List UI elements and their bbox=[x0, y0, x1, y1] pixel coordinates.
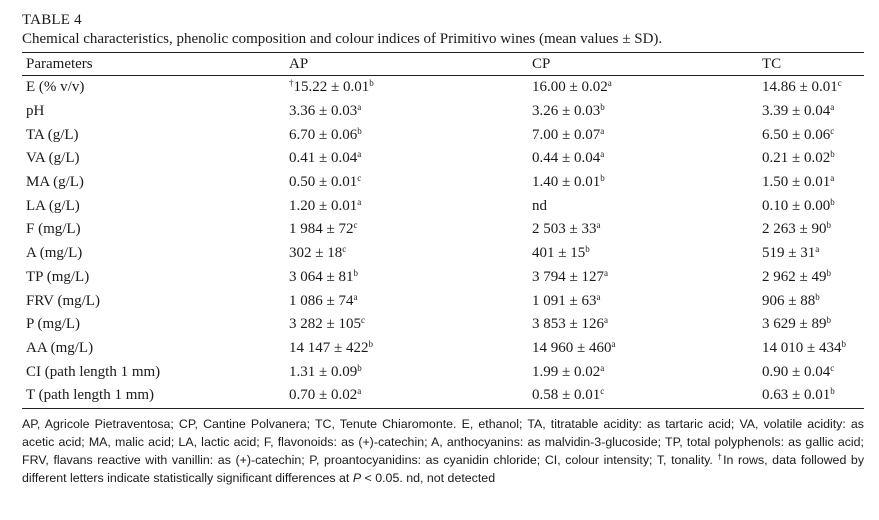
cell-ap bbox=[285, 76, 528, 100]
significance-letter: c bbox=[360, 315, 365, 326]
cell-tc bbox=[758, 76, 864, 100]
cell-value: 401 ± 15 bbox=[532, 245, 586, 262]
significance-letter: b bbox=[826, 220, 831, 231]
header-cp: CP bbox=[528, 53, 758, 76]
cell-tc bbox=[758, 337, 864, 361]
table-row bbox=[22, 266, 864, 290]
table-row bbox=[22, 76, 864, 100]
table-row bbox=[22, 218, 864, 242]
cell-parameter: F (mg/L) bbox=[26, 221, 81, 238]
cell-value: 1.40 ± 0.01 bbox=[532, 174, 601, 191]
cell-value: 3 794 ± 127 bbox=[532, 268, 604, 285]
table-row bbox=[22, 123, 864, 147]
cell-tc bbox=[758, 266, 864, 290]
cell-value: 14 960 ± 460 bbox=[532, 339, 612, 356]
significance-letter: b bbox=[369, 78, 374, 89]
cell-value: 16.00 ± 0.02 bbox=[532, 79, 608, 96]
cell-value: 1.31 ± 0.09 bbox=[289, 363, 358, 380]
cell-cp bbox=[528, 147, 758, 171]
cell-value: 0.63 ± 0.01 bbox=[762, 387, 831, 404]
cell-cp bbox=[528, 384, 758, 408]
significance-letter: a bbox=[600, 362, 605, 373]
significance-letter: b bbox=[826, 267, 831, 278]
cell-parameter: A (mg/L) bbox=[26, 245, 83, 262]
cell-ap bbox=[285, 123, 528, 147]
cell-tc bbox=[758, 171, 864, 195]
cell-value: 1 091 ± 63 bbox=[532, 292, 597, 309]
cell-tc bbox=[758, 147, 864, 171]
significance-letter: b bbox=[368, 338, 373, 349]
cell-value: 1.99 ± 0.02 bbox=[532, 363, 601, 380]
footnote-p-value: < 0.05. nd, not detected bbox=[361, 470, 496, 485]
cell-value: 2 503 ± 33 bbox=[532, 221, 597, 238]
cell-value: nd bbox=[532, 197, 547, 214]
table-body bbox=[22, 76, 864, 409]
cell-value: 2 962 ± 49 bbox=[762, 268, 827, 285]
cell-tc bbox=[758, 313, 864, 337]
table-row bbox=[22, 171, 864, 195]
table-footnote bbox=[22, 415, 864, 487]
cell-tc bbox=[758, 123, 864, 147]
cell-ap bbox=[285, 289, 528, 313]
cell-value: 3.36 ± 0.03 bbox=[289, 103, 358, 120]
significance-letter: b bbox=[830, 386, 835, 397]
cell-value: 3 629 ± 89 bbox=[762, 316, 827, 333]
cell-ap bbox=[285, 194, 528, 218]
footnote-dagger: † bbox=[717, 452, 724, 462]
cell-ap bbox=[285, 100, 528, 124]
cell-ap bbox=[285, 218, 528, 242]
footnote-significance: In rows, data followed by different letters indicate statistically significant differences at bbox=[22, 452, 865, 485]
cell-value: 0.21 ± 0.02 bbox=[762, 150, 831, 167]
cell-value: 1.50 ± 0.01 bbox=[762, 174, 831, 191]
cell-parameter: AA (mg/L) bbox=[26, 339, 94, 356]
cell-cp bbox=[528, 337, 758, 361]
significance-letter: b bbox=[357, 125, 362, 136]
cell-tc bbox=[758, 218, 864, 242]
cell-parameter: TP (mg/L) bbox=[26, 268, 90, 285]
significance-letter: a bbox=[603, 267, 608, 278]
cell-value: 0.10 ± 0.00 bbox=[762, 197, 831, 214]
cell-ap bbox=[285, 171, 528, 195]
significance-letter: a bbox=[600, 149, 605, 160]
cell-value: 1.20 ± 0.01 bbox=[289, 197, 358, 214]
cell-ap bbox=[285, 384, 528, 408]
cell-value: 302 ± 18 bbox=[289, 245, 343, 262]
cell-ap bbox=[285, 242, 528, 266]
significance-letter: b bbox=[353, 267, 358, 278]
cell-ap bbox=[285, 266, 528, 290]
cell-cp bbox=[528, 313, 758, 337]
cell-value: 1 086 ± 74 bbox=[289, 292, 354, 309]
cell-value: 15.22 ± 0.01 bbox=[293, 79, 370, 96]
cell-tc bbox=[758, 360, 864, 384]
cell-parameter: P (mg/L) bbox=[26, 316, 81, 333]
cell-parameter: MA (g/L) bbox=[26, 174, 84, 191]
cell-value: 906 ± 88 bbox=[762, 292, 816, 309]
cell-value: 3.39 ± 0.04 bbox=[762, 103, 831, 120]
significance-letter: a bbox=[830, 173, 835, 184]
table-row bbox=[22, 242, 864, 266]
cell-cp bbox=[528, 100, 758, 124]
header-ap: AP bbox=[285, 53, 528, 76]
table-row bbox=[22, 384, 864, 408]
cell-value: 14 147 ± 422 bbox=[289, 339, 369, 356]
significance-letter: b bbox=[357, 362, 362, 373]
significance-letter: b bbox=[815, 291, 820, 302]
significance-letter: b bbox=[585, 244, 590, 255]
cell-parameter: pH bbox=[26, 103, 45, 120]
table-row bbox=[22, 360, 864, 384]
significance-letter: a bbox=[611, 338, 616, 349]
cell-value: 3 282 ± 105 bbox=[289, 316, 361, 333]
cell-tc bbox=[758, 289, 864, 313]
cell-value: 14.86 ± 0.01 bbox=[762, 79, 838, 96]
cell-tc bbox=[758, 194, 864, 218]
cell-value: 3 064 ± 81 bbox=[289, 268, 354, 285]
cell-value: 0.90 ± 0.04 bbox=[762, 363, 831, 380]
cell-cp bbox=[528, 76, 758, 100]
table-row bbox=[22, 147, 864, 171]
cell-value: 0.44 ± 0.04 bbox=[532, 150, 601, 167]
cell-cp bbox=[528, 171, 758, 195]
footnote-p-symbol: P bbox=[352, 470, 362, 485]
cell-ap bbox=[285, 337, 528, 361]
significance-letter: a bbox=[607, 78, 612, 89]
significance-letter: a bbox=[357, 386, 362, 397]
cell-cp bbox=[528, 266, 758, 290]
cell-value: 0.41 ± 0.04 bbox=[289, 150, 358, 167]
significance-letter: a bbox=[815, 244, 820, 255]
cell-cp bbox=[528, 242, 758, 266]
significance-letter: a bbox=[353, 291, 358, 302]
significance-letter: a bbox=[357, 149, 362, 160]
significance-letter: a bbox=[596, 220, 601, 231]
cell-value: 0.58 ± 0.01 bbox=[532, 387, 601, 404]
significance-letter: c bbox=[830, 125, 835, 136]
cell-parameter: CI (path length 1 mm) bbox=[26, 363, 161, 380]
dagger-mark: † bbox=[289, 78, 294, 89]
cell-parameter: FRV (mg/L) bbox=[26, 292, 100, 309]
significance-letter: a bbox=[357, 102, 362, 113]
cell-parameter: TA (g/L) bbox=[26, 126, 79, 143]
significance-letter: a bbox=[596, 291, 601, 302]
header-tc: TC bbox=[758, 53, 864, 76]
footnote-abbreviations: AP, Agricole Pietraventosa; CP, Cantine Polvanera; TC, Tenute Chiaromonte. E, ethanol; TA, titratable acidity: as tartaric acid; VA, volatile acidity: as acetic acid; MA, malic acid; LA, lactic acid; F, flavonoids: as (+)-catechin; A, anthocyanins: as malvidin-3-glucoside; TP, total polyphenols: as gallic acid; FRV, flavans reactive with vanillin: as (+)-catechin; P, proantocyanidins: as cyanidin chloride; CI, colour intensity; T, tonality. bbox=[22, 416, 864, 467]
significance-letter: c bbox=[600, 386, 605, 397]
significance-letter: b bbox=[826, 315, 831, 326]
cell-ap bbox=[285, 360, 528, 384]
cell-value: 3.26 ± 0.03 bbox=[532, 103, 601, 120]
cell-ap bbox=[285, 147, 528, 171]
cell-value: 1 984 ± 72 bbox=[289, 221, 354, 238]
cell-parameter: T (path length 1 mm) bbox=[22, 384, 285, 408]
significance-letter: b bbox=[600, 173, 605, 184]
cell-cp bbox=[528, 289, 758, 313]
cell-parameter: LA (g/L) bbox=[26, 197, 80, 214]
cell-cp bbox=[528, 218, 758, 242]
significance-letter: a bbox=[603, 315, 608, 326]
cell-tc bbox=[758, 384, 864, 408]
significance-letter: c bbox=[342, 244, 347, 255]
significance-letter: c bbox=[357, 173, 362, 184]
table-row bbox=[22, 337, 864, 361]
header-parameters: Parameters bbox=[22, 53, 285, 76]
significance-letter: b bbox=[841, 338, 846, 349]
significance-letter: b bbox=[600, 102, 605, 113]
significance-letter: c bbox=[837, 78, 842, 89]
cell-value: 519 ± 31 bbox=[762, 245, 816, 262]
table-label: TABLE 4 bbox=[22, 12, 82, 28]
table-caption: Chemical characteristics, phenolic composition and colour indices of Primitivo wines (mean values ± SD). bbox=[22, 31, 663, 47]
cell-value: 2 263 ± 90 bbox=[762, 221, 827, 238]
cell-value: 0.70 ± 0.02 bbox=[289, 387, 358, 404]
cell-parameter: E (% v/v) bbox=[26, 79, 85, 96]
cell-value: 3 853 ± 126 bbox=[532, 316, 604, 333]
cell-value: 14 010 ± 434 bbox=[762, 339, 842, 356]
cell-cp bbox=[528, 360, 758, 384]
table-container bbox=[22, 12, 864, 487]
significance-letter: a bbox=[357, 196, 362, 207]
table-row bbox=[22, 313, 864, 337]
cell-value: 6.50 ± 0.06 bbox=[762, 126, 831, 143]
cell-tc bbox=[758, 100, 864, 124]
significance-letter: c bbox=[353, 220, 358, 231]
significance-letter: c bbox=[830, 362, 835, 373]
cell-value: 0.50 ± 0.01 bbox=[289, 174, 358, 191]
header-row bbox=[22, 53, 864, 76]
significance-letter: b bbox=[830, 149, 835, 160]
cell-value: 6.70 ± 0.06 bbox=[289, 126, 358, 143]
data-table bbox=[22, 52, 864, 409]
table-row bbox=[22, 194, 864, 218]
table-row bbox=[22, 289, 864, 313]
cell-ap bbox=[285, 313, 528, 337]
cell-value: 7.00 ± 0.07 bbox=[532, 126, 601, 143]
cell-cp bbox=[528, 123, 758, 147]
cell-tc bbox=[758, 242, 864, 266]
cell-cp bbox=[528, 194, 758, 218]
table-row bbox=[22, 100, 864, 124]
cell-parameter: VA (g/L) bbox=[26, 150, 80, 167]
significance-letter: b bbox=[830, 196, 835, 207]
significance-letter: a bbox=[830, 102, 835, 113]
significance-letter: a bbox=[600, 125, 605, 136]
